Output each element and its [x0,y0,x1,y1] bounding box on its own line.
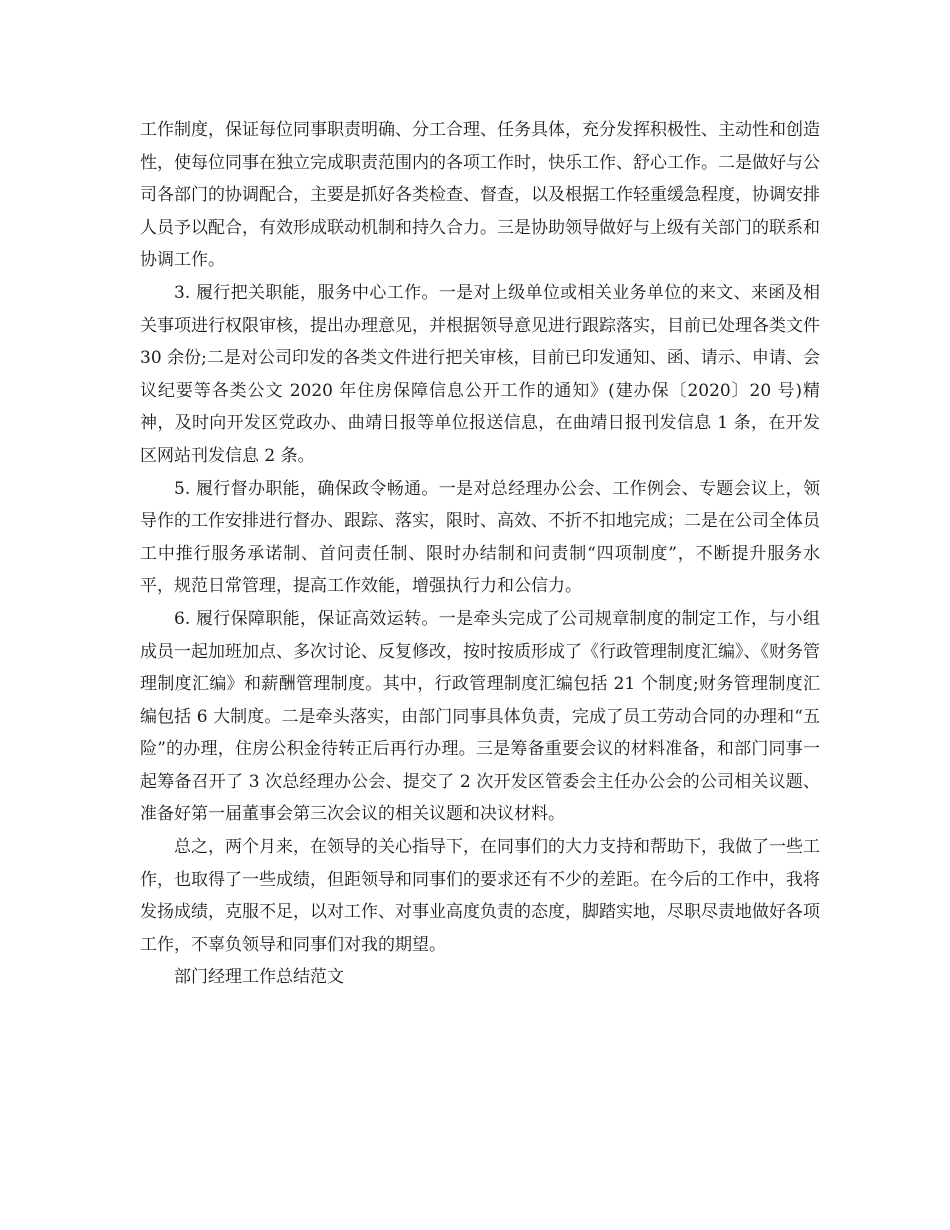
paragraph-item-6-support: 6. 履行保障职能，保证高效运转。一是牵头完成了公司规章制度的制定工作，与小组成员一起加班加点、多次讨论、反复修改，按时按质形成了《行政管理制度汇编》、《财务管理制度汇编》和薪酬管理制度。其中，行政管理制度汇编包括 21 个制度;财务管理制度汇编包括 6 大制度。二是牵头落实，由部门同事具体负责，完成了员工劳动合同的办理和“五险”的办理，住房公积金待转正后再行办理。三是筹备重要会议的材料准备，和部门同事一起筹备召开了 3 次总经理办公会、提交了 2 次开发区管委会主任办公会的公司相关议题、准备好第一届董事会第三次会议的相关议题和决议材料。 [140,608,820,825]
paragraph-duties-continued: 工作制度，保证每位同事职责明确、分工合理、任务具体，充分发挥积极性、主动性和创造性，使每位同事在独立完成职责范围内的各项工作时，快乐工作、舒心工作。二是做好与公司各部门的协调配合，主要是抓好各类检查、督查，以及根据工作轻重缓急程度，协调安排人员予以配合，有效形成联动机制和持久合力。三是协助领导做好与上级有关部门的联系和协调工作。 [140,120,820,271]
paragraph-item-3-review: 3. 履行把关职能，服务中心工作。一是对上级单位或相关业务单位的来文、来函及相关事项进行权限审核，提出办理意见，并根据领导意见进行跟踪落实，目前已处理各类文件 30 余份;二是对公司印发的各类文件进行把关审核，目前已印发通知、函、请示、申请、会议纪要等各类公文 2020 年住房保障信息公开工作的通知》(建办保〔2020〕20 号)精神，及时向开发区党政办、曲靖日报等单位报送信息，在曲靖日报刊发信息 1 条，在开发区网站刊发信息 2 条。 [140,282,820,466]
paragraph-conclusion: 总之，两个月来，在领导的关心指导下，在同事们的大力支持和帮助下，我做了一些工作，也取得了一些成绩，但距领导和同事们的要求还有不少的差距。在今后的工作中，我将发扬成绩，克服不足，以对工作、对事业高度负责的态度，脚踏实地，尽职尽责地做好各项工作，不辜负领导和同事们对我的期望。 [140,837,820,955]
paragraph-item-5-supervision: 5. 履行督办职能，确保政令畅通。一是对总经理办公会、工作例会、专题会议上，领导作的工作安排进行督办、跟踪、落实，限时、高效、不折不扣地完成；二是在公司全体员工中推行服务承诺制、首问责任制、限时办结制和问责制“四项制度”，不断提升服务水平，规范日常管理，提高工作效能，增强执行力和公信力。 [140,478,820,597]
document-body [140,114,820,994]
section-heading: 部门经理工作总结范文 [174,967,344,988]
